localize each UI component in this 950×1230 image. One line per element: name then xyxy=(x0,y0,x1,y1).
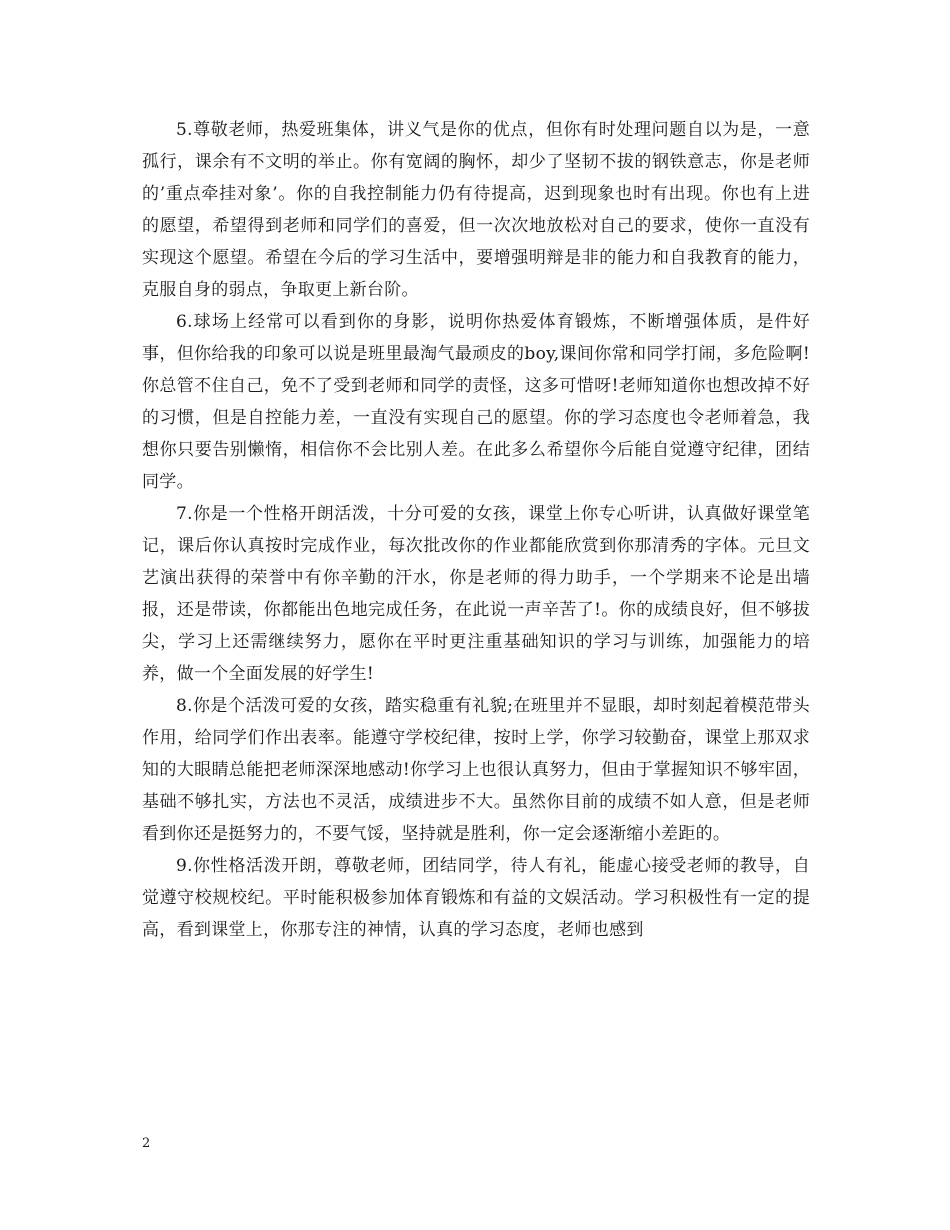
paragraph-8: 8.你是个活泼可爱的女孩，踏实稳重有礼貌;在班里并不显眼，却时刻起着模范带头作用，给同学们作出表率。能遵守学校纪律，按时上学，你学习较勤奋，课堂上那双求知的大眼睛总能把老师深深地感动!你学习上也很认真努力，但由于掌握知识不够牢固，基础不够扎实，方法也不灵活，成绩进步不大。虽然你目前的成绩不如人意，但是老师看到你还是挺努力的，不要气馁，坚持就是胜利，你一定会逐渐缩小差距的。 xyxy=(142,696,810,844)
paragraph-9: 9.你性格活泼开朗，尊敬老师，团结同学，待人有礼，能虚心接受老师的教导，自觉遵守校规校纪。平时能积极参加体育锻炼和有益的文娱活动。学习积极性有一定的提高，看到课堂上，你那专注的神情，认真的学习态度，老师也感到 xyxy=(142,856,810,940)
paragraph-6: 6.球场上经常可以看到你的身影，说明你热爱体育锻炼，不断增强体质，是件好事，但你给我的印象可以说是班里最淘气最顽皮的boy,课间你常和同学打闹，多危险啊!你总管不住自己，免不了受到老师和同学的责怪，这多可惜呀!老师知道你也想改掉不好的习惯，但是自控能力差，一直没有实现自己的愿望。你的学习态度也令老师着急，我想你只要告别懒惰，相信你不会比别人差。在此多么希望你今后能自觉遵守纪律，团结同学。 xyxy=(142,312,810,492)
paragraph-7: 7.你是一个性格开朗活泼，十分可爱的女孩，课堂上你专心听讲，认真做好课堂笔记，课后你认真按时完成作业，每次批改你的作业都能欣赏到你那清秀的字体。元旦文艺演出获得的荣誉中有你辛勤的汗水，你是老师的得力助手，一个学期来不论是出墙报，还是带读，你都能出色地完成任务，在此说一声辛苦了!。你的成绩良好，但不够拔尖，学习上还需继续努力，愿你在平时更注重基础知识的学习与训练，加强能力的培养，做一个全面发展的好学生! xyxy=(142,504,810,684)
paragraph-5: 5.尊敬老师，热爱班集体，讲义气是你的优点，但你有时处理问题自以为是，一意孤行，课余有不文明的举止。你有宽阔的胸怀，却少了坚韧不拔的钢铁意志，你是老师的’重点牵挂对象’。你的自我控制能力仍有待提高，迟到现象也时有出现。你也有上进的愿望，希望得到老师和同学们的喜爱，但一次次地放松对自己的要求，使你一直没有实现这个愿望。希望在今后的学习生活中，要增强明辩是非的能力和自我教育的能力，克服自身的弱点，争取更上新台阶。 xyxy=(142,120,810,300)
document-body xyxy=(142,114,810,946)
page-number: 2 xyxy=(142,1136,151,1151)
